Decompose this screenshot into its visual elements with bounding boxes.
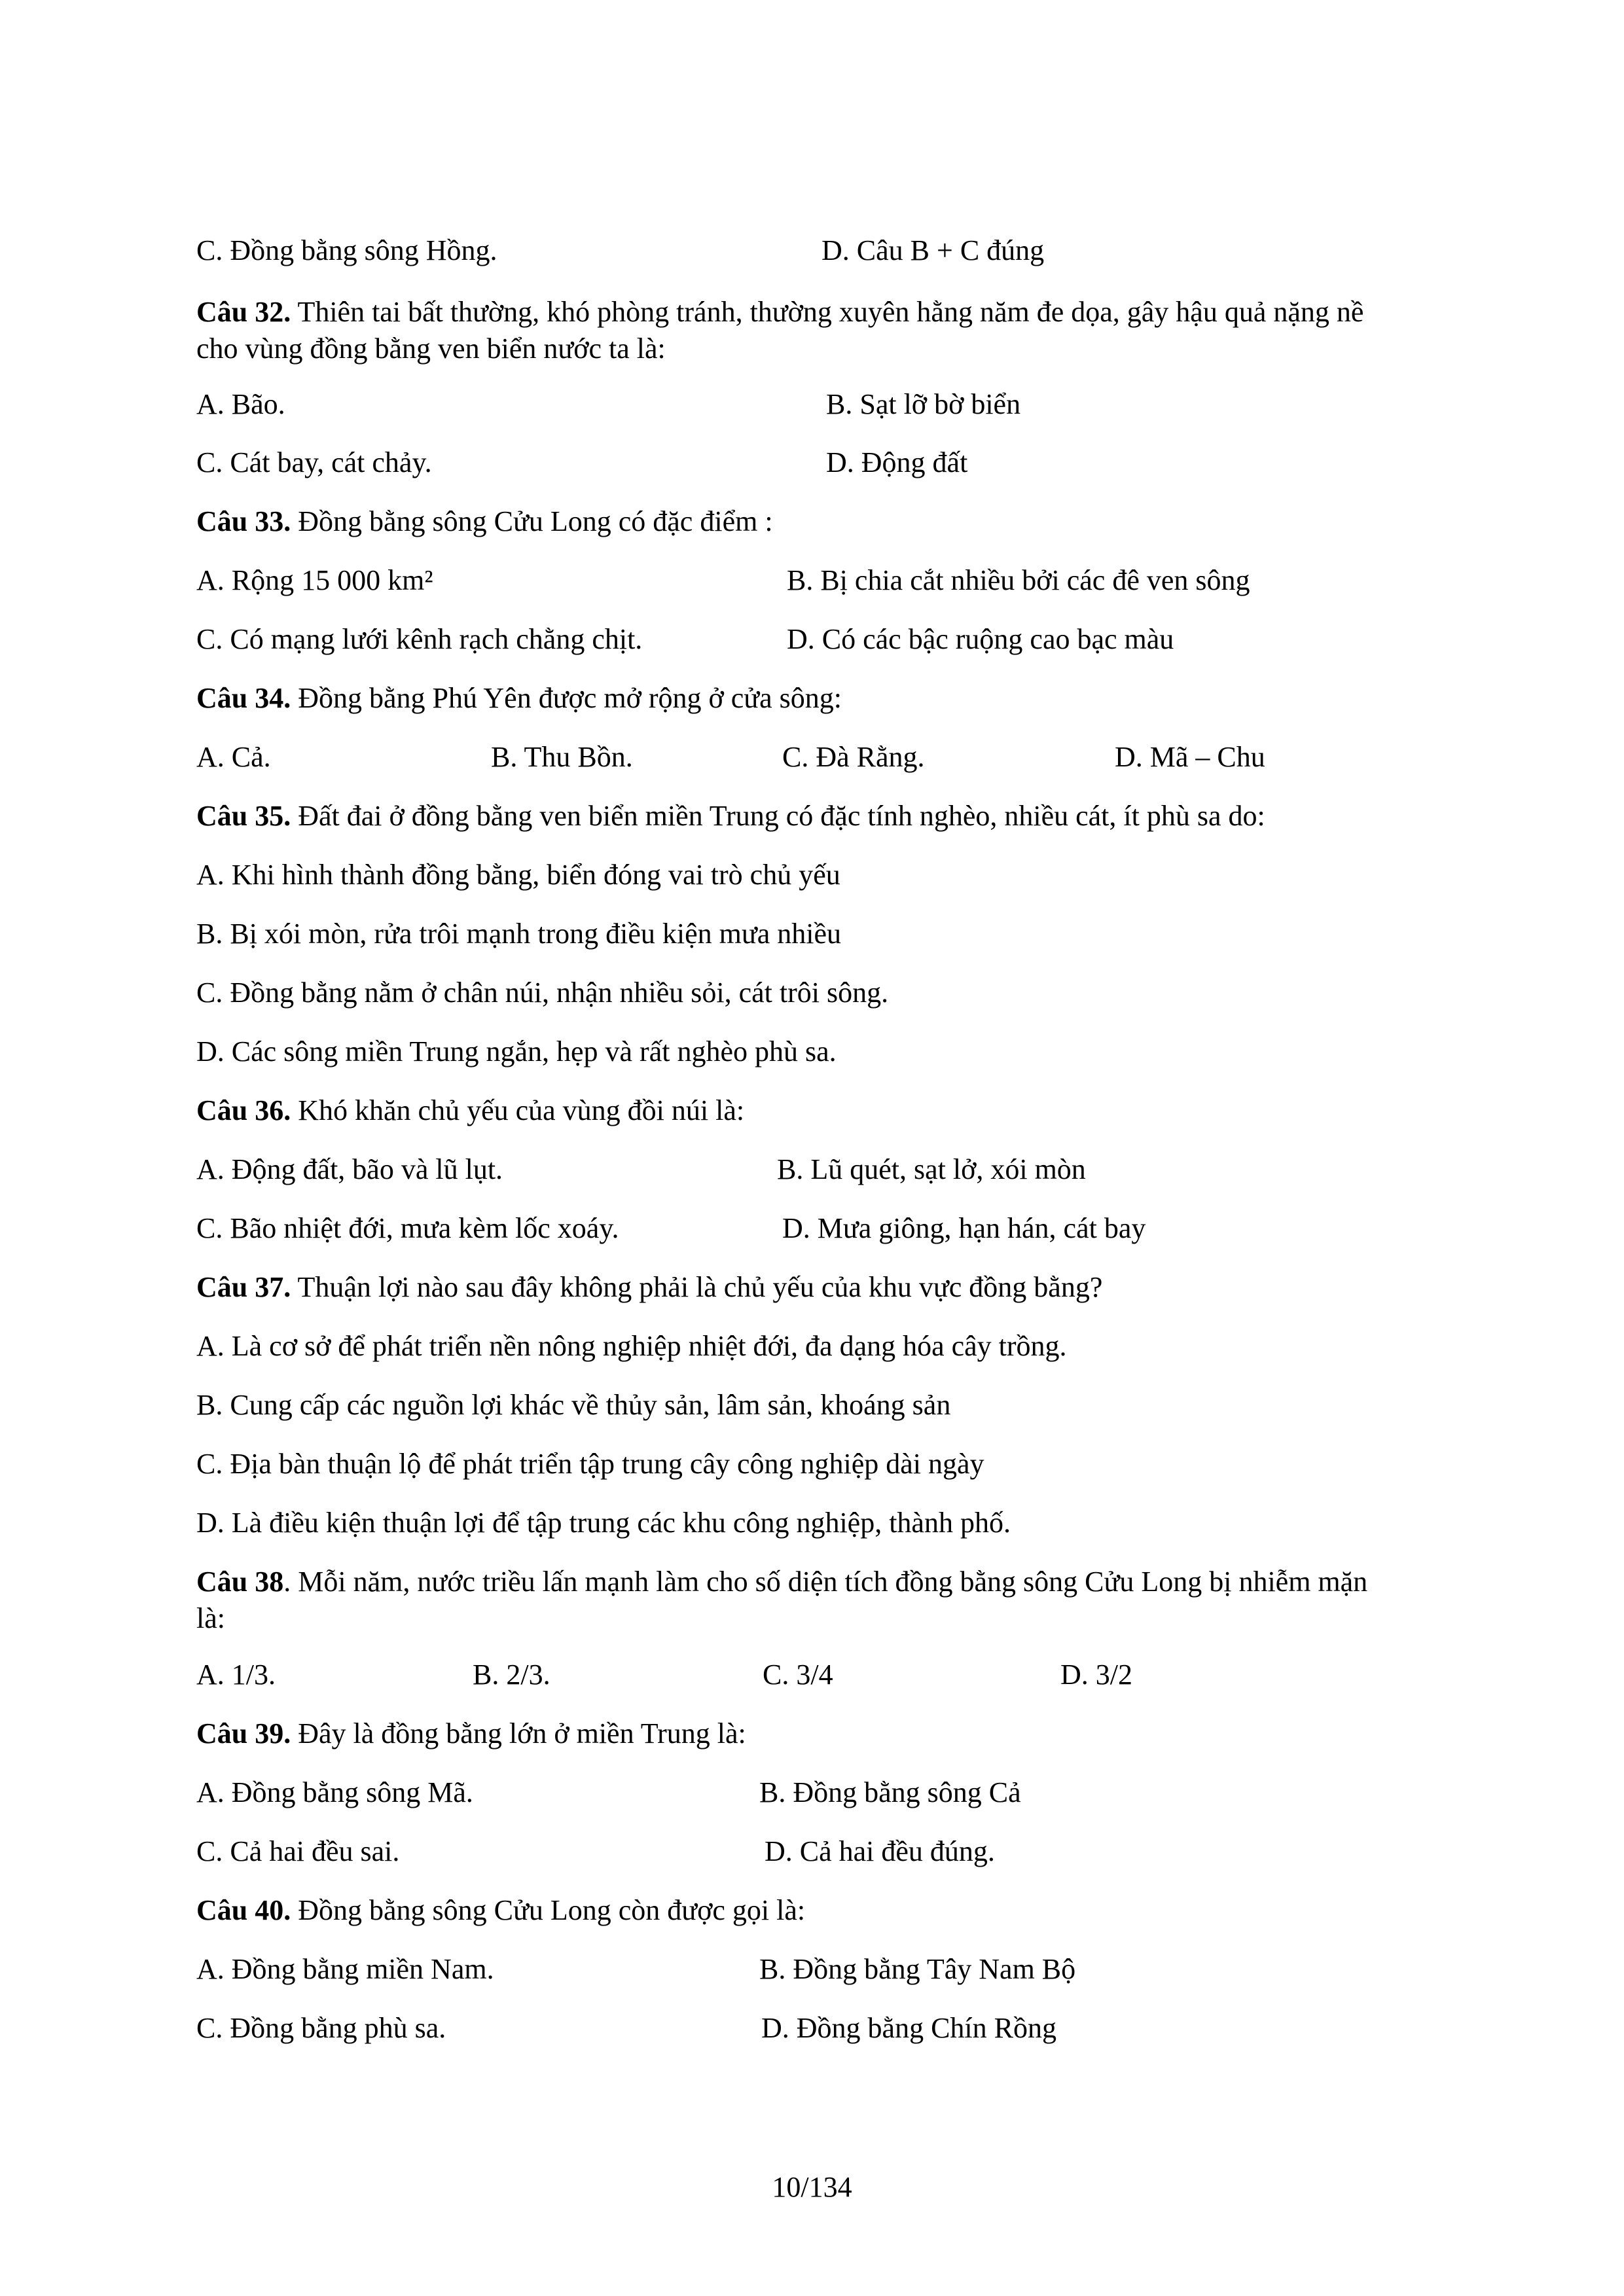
q33-option-c: C. Có mạng lưới kênh rạch chằng chịt. (196, 623, 643, 655)
q36-option-d: D. Mưa giông, hạn hán, cát bay (782, 1212, 1146, 1244)
q37-option-b: B. Cung cấp các nguồn lợi khác về thủy sản, lâm sản, khoáng sản (196, 1389, 951, 1421)
q33-option-b: B. Bị chia cắt nhiều bởi các đê ven sông (787, 564, 1250, 596)
q37-text: Thuận lợi nào sau đây không phải là chủ yếu của khu vực đồng bằng? (291, 1271, 1103, 1303)
q35-stem (196, 798, 1265, 834)
q35-option-d: D. Các sông miền Trung ngắn, hẹp và rất nghèo phù sa. (196, 1035, 837, 1067)
page-number: 10/134 (772, 2171, 852, 2203)
q32-text-line1: Thiên tai bất thường, khó phòng tránh, thường xuyên hằng năm đe dọa, gây hậu quả nặng nề (291, 296, 1364, 328)
q38-label: Câu 38 (196, 1566, 284, 1598)
q34-stem (196, 681, 842, 716)
q39-option-c: C. Cả hai đều sai. (196, 1835, 400, 1867)
q34-text: Đồng bằng Phú Yên được mở rộng ở cửa sông: (291, 682, 842, 714)
q39-stem (196, 1716, 746, 1751)
q40-option-a: A. Đồng bằng miền Nam. (196, 1953, 494, 1985)
q36-stem (196, 1093, 744, 1128)
q38-stem (196, 1564, 1367, 1600)
q32-text-line2: cho vùng đồng bằng ven biển nước ta là: (196, 332, 666, 365)
q39-text: Đây là đồng bằng lớn ở miền Trung là: (291, 1717, 746, 1749)
q34-label: Câu 34. (196, 682, 291, 714)
q39-option-d: D. Cả hai đều đúng. (765, 1835, 995, 1867)
q39-option-a: A. Đồng bằng sông Mã. (196, 1776, 473, 1808)
q33-option-d: D. Có các bậc ruộng cao bạc màu (787, 623, 1174, 655)
q38-option-c: C. 3/4 (763, 1659, 833, 1691)
q34-option-a: A. Cả. (196, 741, 271, 773)
q39-label: Câu 39. (196, 1717, 291, 1749)
q35-text: Đất đai ở đồng bằng ven biển miền Trung có đặc tính nghèo, nhiều cát, ít phù sa do: (291, 800, 1265, 832)
q37-option-c: C. Địa bàn thuận lộ để phát triển tập trung cây công nghiệp dài ngày (196, 1448, 984, 1480)
q37-stem (196, 1270, 1102, 1305)
q37-option-a: A. Là cơ sở để phát triển nền nông nghiệp nhiệt đới, đa dạng hóa cây trồng. (196, 1330, 1067, 1362)
q32-label: Câu 32. (196, 296, 291, 328)
q32-option-d: D. Động đất (826, 446, 968, 478)
q40-option-d: D. Đồng bằng Chín Rồng (761, 2012, 1056, 2044)
q36-option-c: C. Bão nhiệt đới, mưa kèm lốc xoáy. (196, 1212, 619, 1244)
q40-text: Đồng bằng sông Cửu Long còn được gọi là: (291, 1894, 806, 1926)
q38-option-b: B. 2/3. (473, 1659, 550, 1691)
q37-label: Câu 37. (196, 1271, 291, 1303)
q33-text: Đồng bằng sông Cửu Long có đặc điểm : (291, 505, 773, 537)
q36-option-a: A. Động đất, bão và lũ lụt. (196, 1153, 503, 1185)
q38-option-a: A. 1/3. (196, 1659, 276, 1691)
q32-option-c: C. Cát bay, cát chảy. (196, 446, 432, 478)
q38-text-line1: . Mỗi năm, nước triều lấn mạnh làm cho số diện tích đồng bằng sông Cửu Long bị nhiễm mặn (283, 1566, 1368, 1598)
q40-stem (196, 1893, 805, 1928)
q34-option-d: D. Mã – Chu (1115, 741, 1265, 773)
q40-option-b: B. Đồng bằng Tây Nam Bộ (759, 1953, 1076, 1985)
q40-label: Câu 40. (196, 1894, 291, 1926)
q32-option-a: A. Bão. (196, 388, 285, 420)
q34-option-c: C. Đà Rằng. (782, 741, 925, 773)
q39-option-b: B. Đồng bằng sông Cả (759, 1776, 1021, 1808)
q37-option-d: D. Là điều kiện thuận lợi để tập trung các khu công nghiệp, thành phố. (196, 1507, 1011, 1539)
q33-stem (196, 504, 773, 539)
q38-text-line2: là: (196, 1602, 225, 1634)
q35-option-a: A. Khi hình thành đồng bằng, biển đóng vai trò chủ yếu (196, 859, 840, 891)
q31-option-d: D. Câu B + C đúng (821, 234, 1045, 266)
q34-option-b: B. Thu Bồn. (491, 741, 633, 773)
q35-option-c: C. Đồng bằng nằm ở chân núi, nhận nhiều sỏi, cát trôi sông. (196, 977, 889, 1009)
q35-option-b: B. Bị xói mòn, rửa trôi mạnh trong điều kiện mưa nhiều (196, 918, 841, 950)
q33-label: Câu 33. (196, 505, 291, 537)
q36-option-b: B. Lũ quét, sạt lở, xói mòn (777, 1153, 1086, 1185)
q38-option-d: D. 3/2 (1060, 1659, 1132, 1691)
q40-option-c: C. Đồng bằng phù sa. (196, 2012, 446, 2044)
q32-option-b: B. Sạt lỡ bờ biển (826, 388, 1021, 420)
q36-label: Câu 36. (196, 1094, 291, 1126)
q36-text: Khó khăn chủ yếu của vùng đồi núi là: (291, 1094, 745, 1126)
q35-label: Câu 35. (196, 800, 291, 832)
q32-stem (196, 295, 1363, 330)
q31-option-c: C. Đồng bằng sông Hồng. (196, 234, 497, 266)
q33-option-a: A. Rộng 15 000 km² (196, 564, 433, 596)
